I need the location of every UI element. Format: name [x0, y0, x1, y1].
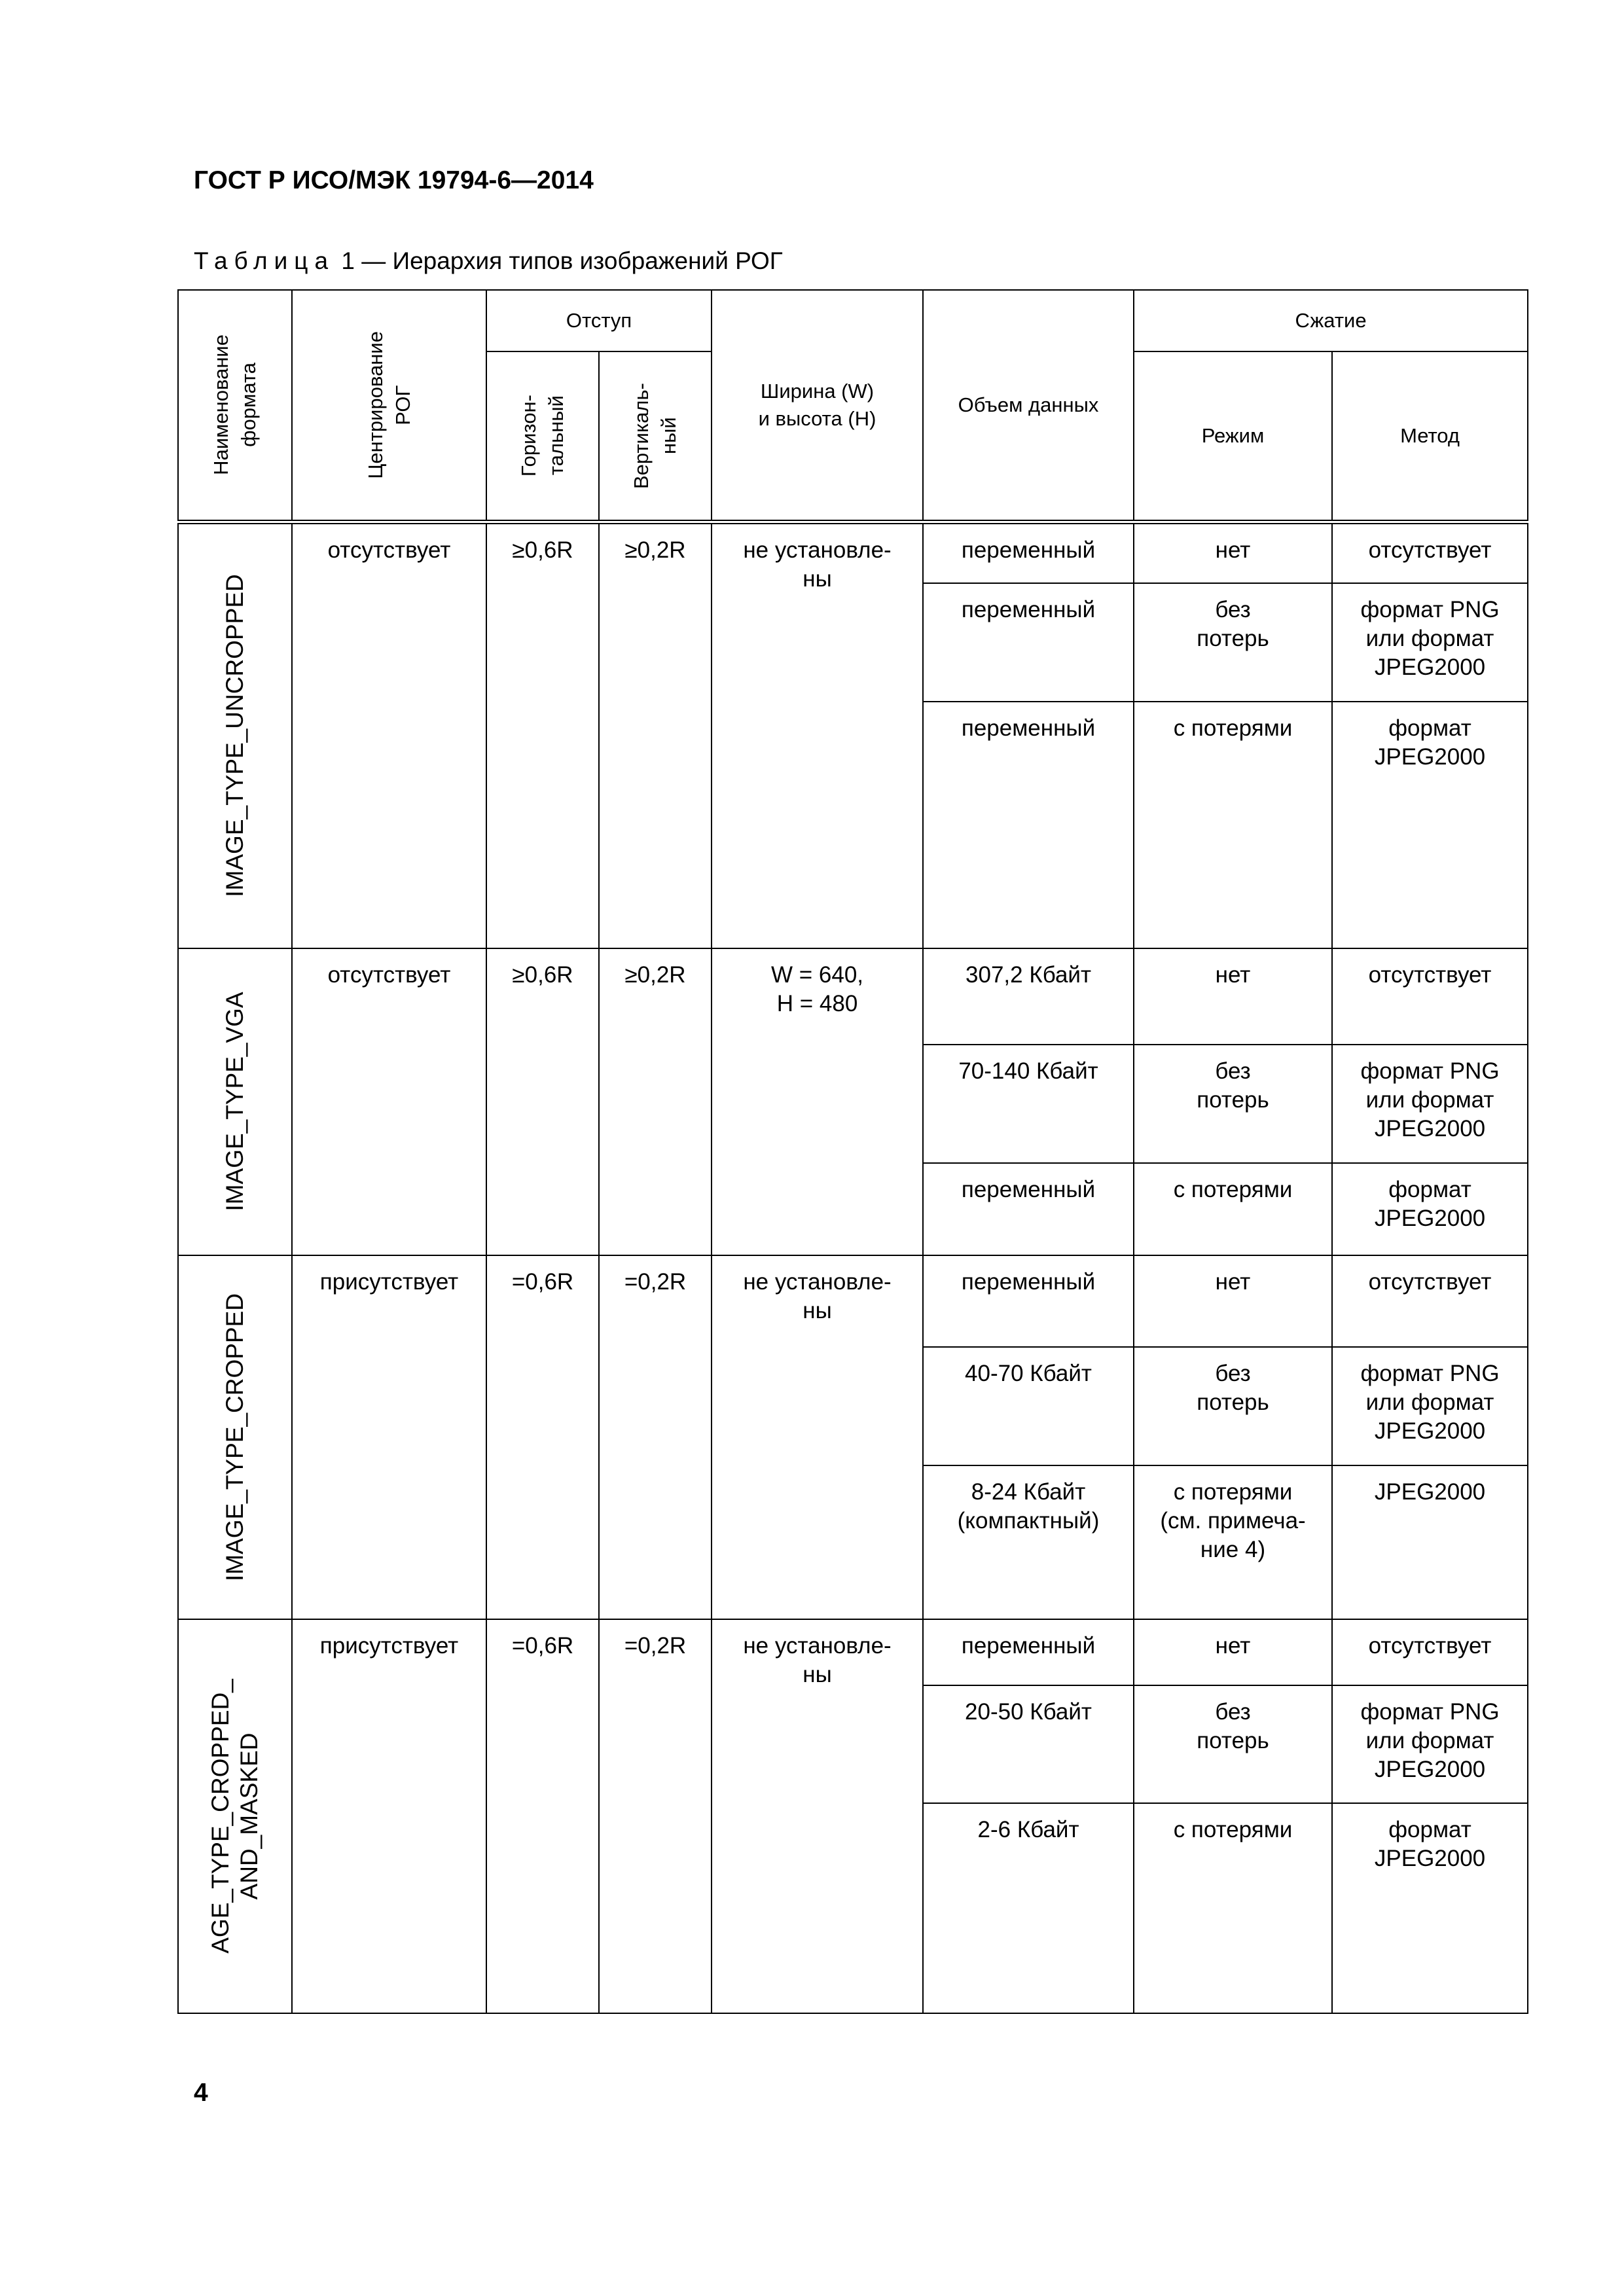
header-centering: Центрирование РОГ [292, 290, 486, 522]
header-compression: Сжатие [1134, 290, 1528, 351]
volume-cell: 2-6 Кбайт [923, 1803, 1134, 2013]
horizontal-cell: =0,6R [486, 1255, 599, 1619]
mode-cell: нет [1134, 1255, 1332, 1348]
mode-cell: без потерь [1134, 1347, 1332, 1465]
table-caption [194, 244, 783, 278]
volume-cell: переменный [923, 1163, 1134, 1255]
method-cell: формат JPEG2000 [1332, 702, 1528, 948]
centering-cell: присутствует [292, 1255, 486, 1619]
format-name-cell: IMAGE_TYPE_CROPPED [178, 1255, 292, 1619]
volume-cell: 8-24 Кбайт (компактный) [923, 1465, 1134, 1619]
method-cell: формат JPEG2000 [1332, 1803, 1528, 2013]
horizontal-cell: ≥0,6R [486, 522, 599, 948]
volume-cell: переменный [923, 583, 1134, 702]
volume-cell: переменный [923, 522, 1134, 583]
page-number: 4 [194, 2079, 208, 2107]
header-margin: Отступ [486, 290, 712, 351]
volume-cell: 20-50 Кбайт [923, 1685, 1134, 1804]
size-cell: W = 640, H = 480 [712, 948, 923, 1255]
method-cell: отсутствует [1332, 948, 1528, 1045]
mode-cell: без потерь [1134, 1685, 1332, 1804]
vertical-cell: =0,2R [599, 1255, 712, 1619]
volume-cell: 40-70 Кбайт [923, 1347, 1134, 1465]
centering-cell: отсутствует [292, 522, 486, 948]
mode-cell: нет [1134, 522, 1332, 583]
format-name-cell: IMAGE_TYPE_UNCROPPED [178, 522, 292, 948]
header-method: Метод [1332, 351, 1528, 522]
method-cell: формат PNG или формат JPEG2000 [1332, 583, 1528, 702]
volume-cell: 307,2 Кбайт [923, 948, 1134, 1045]
mode-cell: с потерями (см. примеча- ние 4) [1134, 1465, 1332, 1619]
size-cell: не установле- ны [712, 522, 923, 948]
vertical-cell: =0,2R [599, 1619, 712, 2013]
mode-cell: с потерями [1134, 702, 1332, 948]
table-caption-word: Таблица [194, 247, 335, 274]
header-mode: Режим [1134, 351, 1332, 522]
volume-cell: переменный [923, 1255, 1134, 1348]
volume-cell: переменный [923, 702, 1134, 948]
volume-cell: переменный [923, 1619, 1134, 1685]
header-data-volume: Объем данных [923, 290, 1134, 522]
mode-cell: с потерями [1134, 1163, 1332, 1255]
mode-cell: нет [1134, 1619, 1332, 1685]
volume-cell: 70-140 Кбайт [923, 1045, 1134, 1163]
mode-cell: без потерь [1134, 583, 1332, 702]
centering-cell: отсутствует [292, 948, 486, 1255]
method-cell: отсутствует [1332, 1255, 1528, 1348]
table-caption-title: 1 — Иерархия типов изображений РОГ [341, 247, 783, 274]
size-cell: не установле- ны [712, 1255, 923, 1619]
mode-cell: с потерями [1134, 1803, 1332, 2013]
vertical-cell: ≥0,2R [599, 948, 712, 1255]
method-cell: отсутствует [1332, 1619, 1528, 1685]
method-cell: отсутствует [1332, 522, 1528, 583]
centering-cell: присутствует [292, 1619, 486, 2013]
mode-cell: без потерь [1134, 1045, 1332, 1163]
header-horizontal: Горизон- тальный [486, 351, 599, 522]
vertical-cell: ≥0,2R [599, 522, 712, 948]
mode-cell: нет [1134, 948, 1332, 1045]
format-name-cell: AGE_TYPE_CROPPED_ AND_MASKED [178, 1619, 292, 2013]
method-cell: формат PNG или формат JPEG2000 [1332, 1347, 1528, 1465]
horizontal-cell: =0,6R [486, 1619, 599, 2013]
method-cell: JPEG2000 [1332, 1465, 1528, 1619]
format-name-cell: IMAGE_TYPE_VGA [178, 948, 292, 1255]
method-cell: формат PNG или формат JPEG2000 [1332, 1045, 1528, 1163]
document-header: ГОСТ Р ИСО/МЭК 19794-6—2014 [194, 166, 594, 194]
method-cell: формат JPEG2000 [1332, 1163, 1528, 1255]
method-cell: формат PNG или формат JPEG2000 [1332, 1685, 1528, 1804]
header-format-name: Наименование формата [178, 290, 292, 522]
header-width-height: Ширина (W) и высота (H) [712, 290, 923, 522]
image-type-hierarchy-table [177, 289, 1528, 2014]
header-vertical: Вертикаль- ный [599, 351, 712, 522]
horizontal-cell: ≥0,6R [486, 948, 599, 1255]
size-cell: не установле- ны [712, 1619, 923, 2013]
